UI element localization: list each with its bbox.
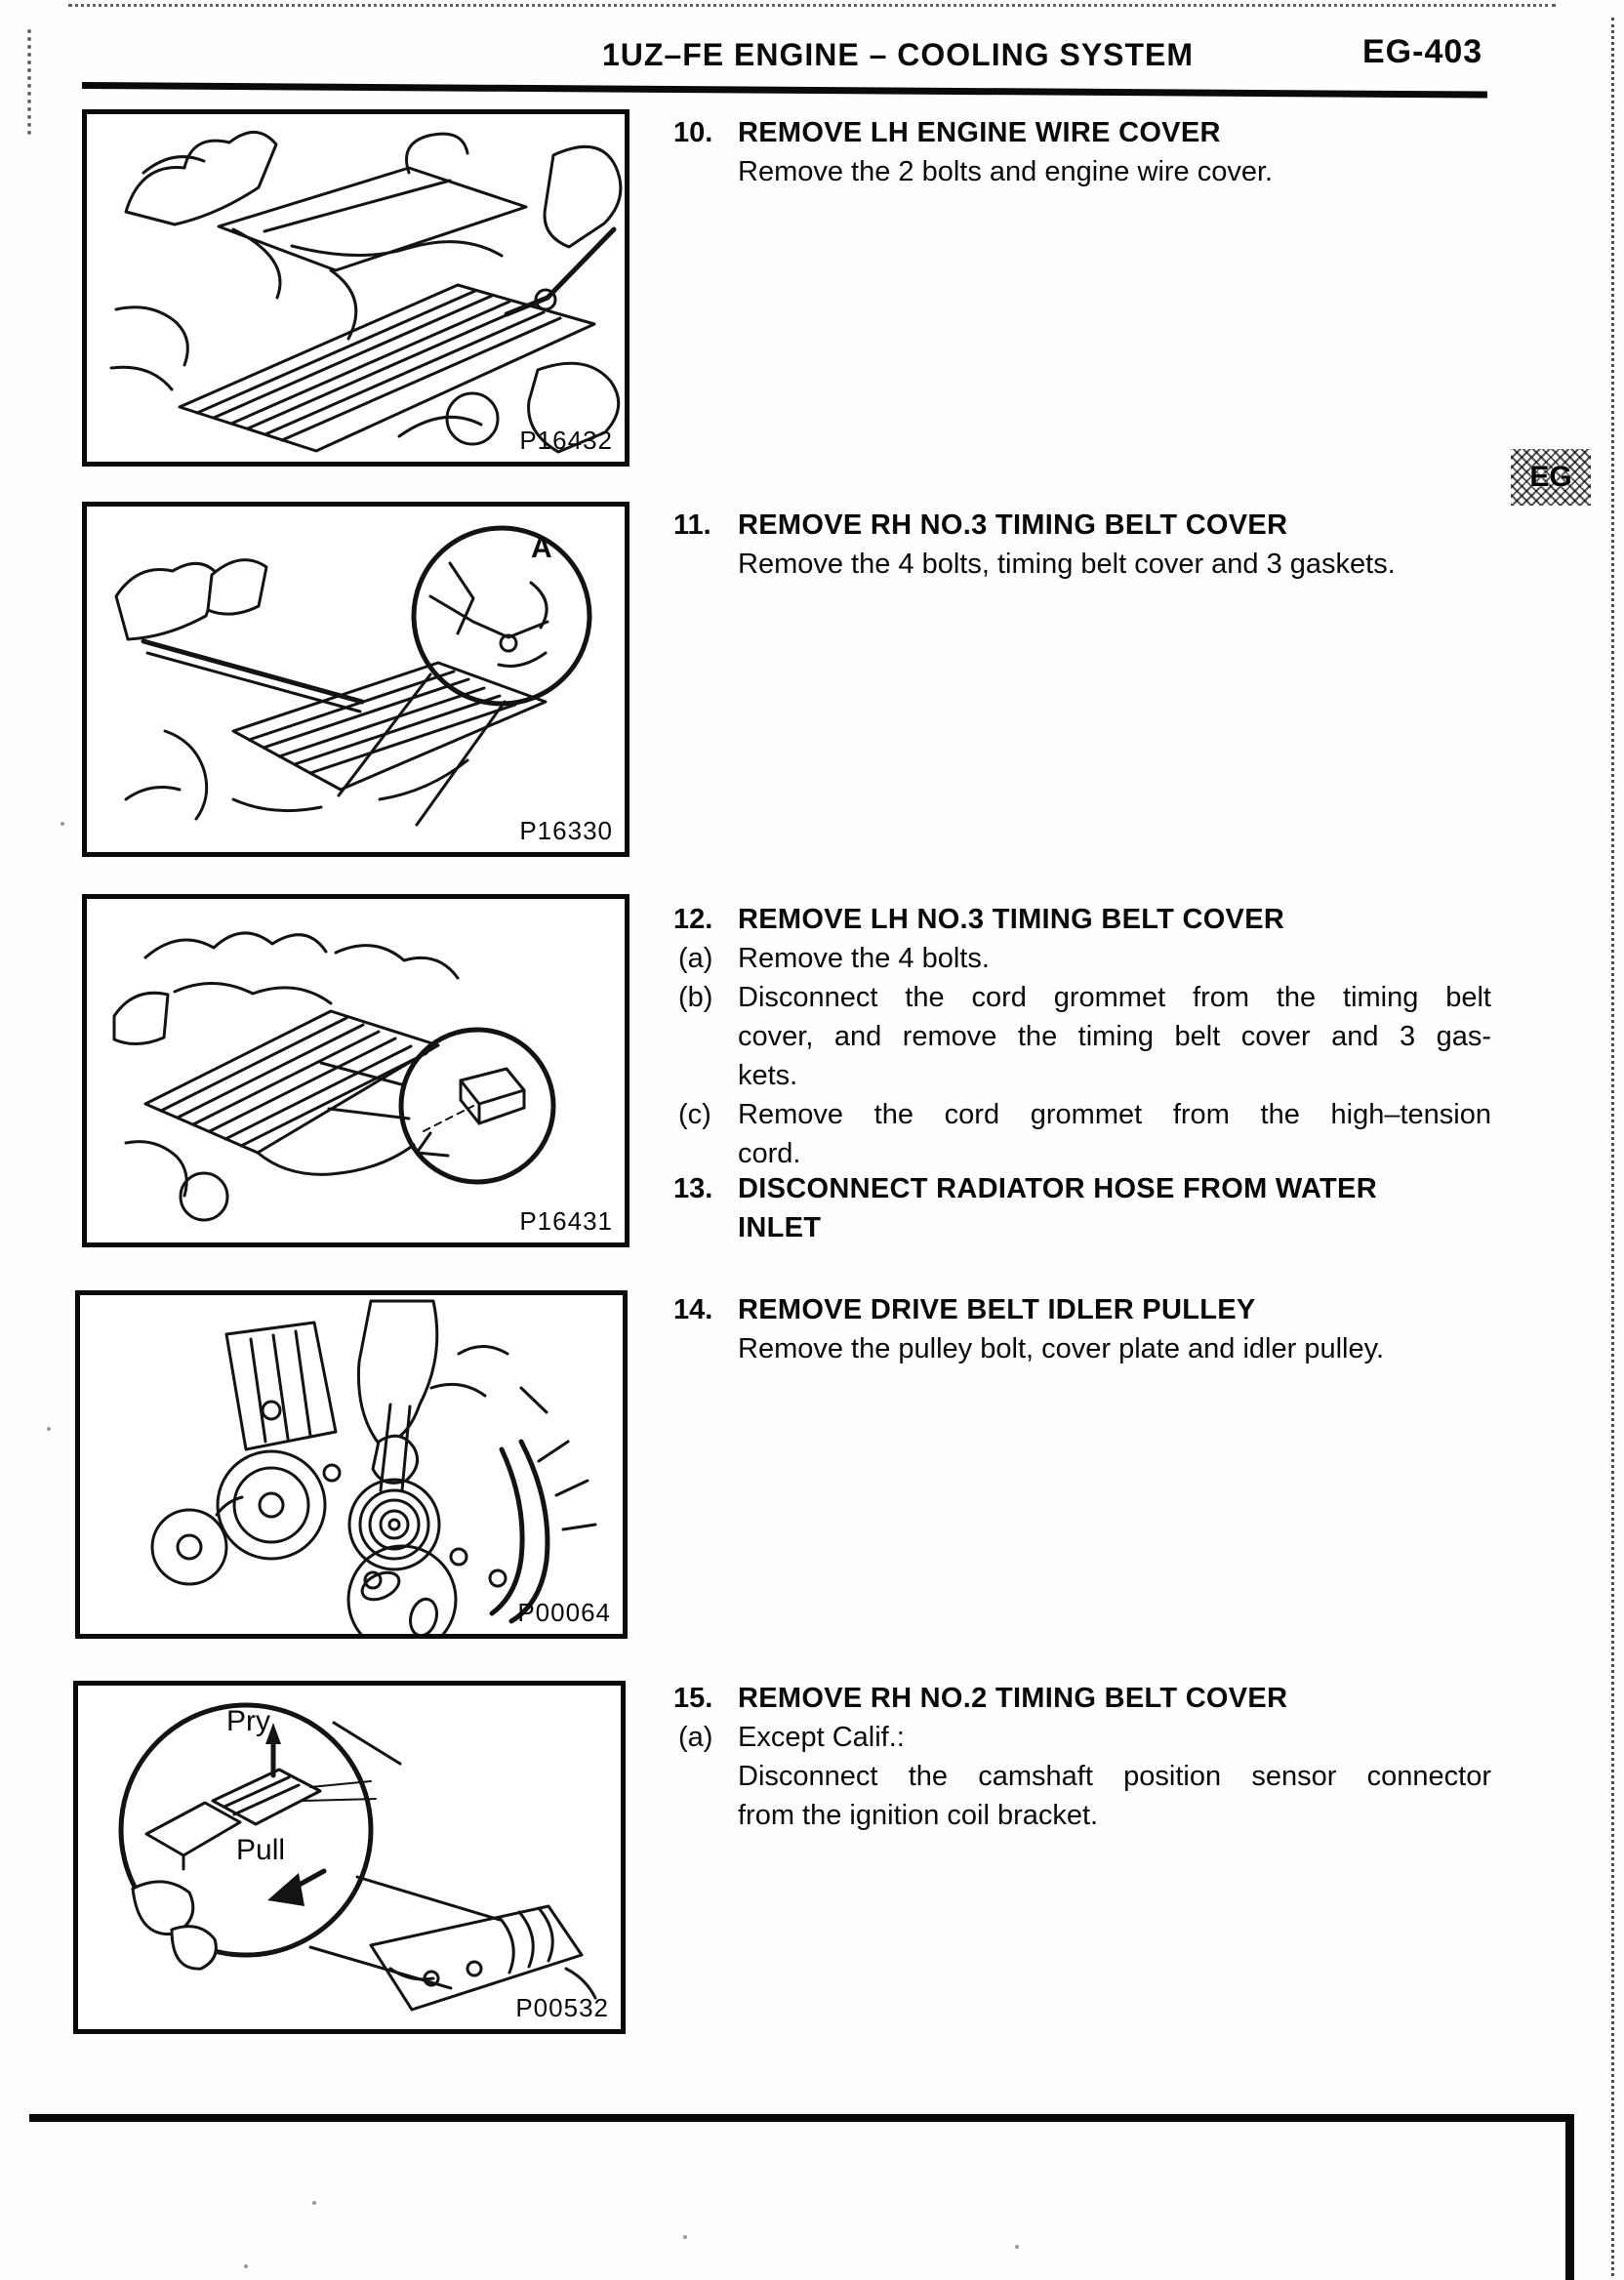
figure-lh-no3-belt-cover [82,894,629,1247]
figure-rh-no3-belt-cover [82,502,629,857]
step-number: 14. [673,1294,713,1325]
item-label: (a) [678,1722,713,1753]
header-rule [82,82,1487,99]
bottom-rule [29,2114,1573,2122]
scan-dotted-right-edge [1611,18,1614,2276]
figure-code: P16330 [519,816,613,845]
item-line: Remove the 4 bolts. [738,943,990,974]
item-line: Remove the cord grommet from the high–tension [738,1099,1491,1130]
item-line: Remove the 2 bolts and engine wire cover. [738,156,1274,187]
step-number: 15. [673,1683,713,1714]
step-title: REMOVE DRIVE BELT IDLER PULLEY [738,1294,1256,1325]
figure-sensor-connector [73,1681,626,2034]
item-label: (c) [678,1099,711,1130]
scan-noise-dot [61,822,64,826]
step-title: REMOVE RH NO.3 TIMING BELT COVER [738,509,1288,541]
step-13 [673,1169,1503,1247]
page-title: 1UZ–FE ENGINE – COOLING SYSTEM [601,37,1195,72]
pull-label: Pull [236,1834,286,1866]
scan-dotted-top-edge [68,4,1556,7]
step-title: DISCONNECT RADIATOR HOSE FROM WATER [738,1173,1377,1204]
figure-engine-wire-cover [82,109,629,467]
item-line: from the ignition coil bracket. [738,1800,1099,1831]
scan-noise-dot [244,2264,248,2268]
item-label [673,1329,738,1368]
scan-dot-strip-left [27,29,31,135]
step-title: REMOVE RH NO.2 TIMING BELT COVER [738,1683,1288,1714]
section-tab-label: EG [1529,461,1572,493]
pry-label: Pry [226,1705,270,1737]
page-number: EG-403 [1362,33,1483,70]
item-line: Disconnect the cord grommet from the timing belt [738,982,1491,1013]
step-number: 11. [673,509,711,541]
step-title: INLET [738,1212,822,1243]
step-title: REMOVE LH NO.3 TIMING BELT COVER [738,904,1285,935]
item-line: Remove the 4 bolts, timing belt cover and 3 gaskets. [738,549,1396,580]
step-10 [673,113,1503,191]
engine-illustration [78,1686,621,2029]
step-14 [673,1290,1503,1368]
figure-code: P00064 [517,1598,611,1627]
item-label: (b) [678,982,713,1013]
figure-code: P16432 [519,426,613,455]
step-number: 12. [673,904,713,935]
scan-noise-dot [312,2201,316,2205]
step-number: 10. [673,117,713,148]
item-line: cover, and remove the timing belt cover and 3 gas- [738,1021,1491,1052]
item-label: (a) [678,943,713,974]
figure-code: P16431 [519,1206,613,1236]
item-label [673,152,738,191]
step-12 [673,900,1503,1173]
scan-noise-dot [1015,2245,1019,2249]
item-line: Except Calif.: [738,1722,905,1753]
section-tab-eg [1511,449,1591,506]
callout-a-label: A [531,532,552,564]
scan-noise-dot [47,1427,51,1431]
step-15 [673,1679,1503,1835]
scan-noise-dot [683,2235,687,2239]
item-line: Disconnect the camshaft position sensor connector [738,1761,1491,1792]
engine-illustration [80,1295,623,1634]
step-number: 13. [673,1173,713,1204]
step-title: REMOVE LH ENGINE WIRE COVER [738,117,1221,148]
item-line: Remove the pulley bolt, cover plate and idler pulley. [738,1333,1385,1364]
figure-idler-pulley [75,1290,628,1639]
step-11 [673,506,1503,584]
bottom-vertical-rule [1565,2114,1574,2280]
figure-code: P00532 [515,1993,609,2022]
engine-illustration [87,114,625,462]
engine-illustration [87,899,625,1242]
item-line: kets. [738,1060,798,1091]
item-line: cord. [738,1138,801,1169]
item-label [673,545,738,584]
